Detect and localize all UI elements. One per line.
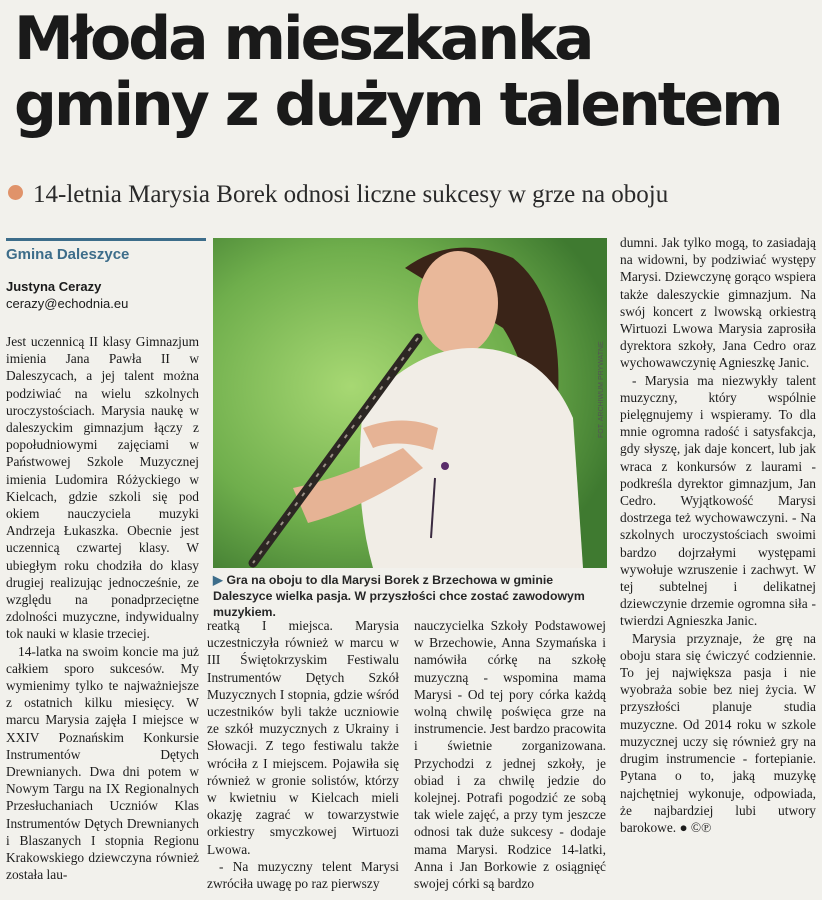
article-column-3 [414,617,606,892]
bullet-dot-icon [8,185,23,200]
caption-text: Gra na oboju to dla Marysi Borek z Brzechowa w gminie Daleszyce wielka pasja. W przyszłości chce zostać zawodowym muzykiem. [213,573,585,619]
paragraph: - Marysia ma niezwykły talent muzyczny, który wspólnie pielęgnujemy i wspieramy. To dla mnie ogromna radość i satysfakcja, gdy słyszę, jak daje koncert, lub jak wraca z konkursów z laurami - podkreśla dyrektor gimnazjum, Jan Cedro. Wyjątkowość Marysi dostrzega też wychowawczyni. - Na szkolnych uroczystościach swoimi bardzo dojrzałymi występami wywołuje wzruszenie i zachwyt. W tej subtelnej i delikatnej dziewczynie drzemie ogromna siła - twierdzi Agnieszka Janic. [620,372,816,629]
article-column-4 [620,234,816,836]
article-photo [213,238,607,568]
author-email: cerazy@echodnia.eu [6,296,129,311]
caption-triangle-icon: ▶ [213,573,223,587]
paragraph: Jest uczennicą II klasy Gimnazjum imienia Jana Pawła II w Daleszycach, a jej talent można podziwiać na wielu szkolnych uroczystościach. Marysia naukę w daleszyckim gimnazjum łączy z popołudniowymi zajęciami w Państwowej Szkole Muzycznej imienia Ludomira Różyckiego w Kielcach, gdzie szkoli się pod okiem nauczyciela muzyki Andrzeja Łukaszka. Obecnie jest uczennicą czwartej klasy. W ubiegłym roku chodziła do klasy drugiej realizując jednocześnie, ze względu na ponadprzeciętne zdolności muzyczne, indywidualny tok nauki w klasie trzeciej. [6,334,199,642]
deck [8,180,818,210]
photo-credit: FOT. ARCHIWUM PRYWATNE [598,341,605,438]
paragraph: dumni. Jak tylko mogą, to zasiadają na widowni, by podziwiać występy Marysi. Dziewczynę gorąco wspiera także daleszyckie gimnazjum. Na swój koncert z lwowską orkiestrą Wirtuozi Lwowa Marysia zaprosiła dyrektora szkoły, Jana Cedro oraz wychowawczynię Agnieszkę Janic. [620,235,816,371]
paragraph: - Na muzyczny telent Marysi zwróciła uwagę po raz pierwszy [207,858,399,892]
author-name: Justyna Cerazy [6,279,102,294]
article-column-2 [207,617,399,892]
photo-caption [213,572,609,620]
headline-line-1: Młoda mieszkanka [14,4,592,74]
paragraph: Marysia przyznaje, że grę na oboju stara się ćwiczyć codziennie. To jej największa pasja i nie wyobraża sobie bez niej życia. W przyszłości planuje studia muzyczne. Od 2014 roku w szkole muzycznej uczy się również gry na drugim instrumencie - fortepianie. Pytana o to, jaką muzykę najchętniej wykonuje, odpowiada, że najbardziej lubi utwory barokowe. ● ©℗ [620,630,816,835]
headline [14,6,814,138]
paragraph: nauczycielka Szkoły Podstawowej w Brzechowie, Anna Szymańska i namówiła córkę na szkołę muzyczną - wspomina mama Marysi - Od tej pory córka każdą wolną chwilę poświęca grze na instrumencie. Jest bardzo pracowita i świetnie zorganizowana. Przychodzi z jednej szkoły, je obiad i za chwilę jedzie do kolejnej. Potrafi pogodzić ze sobą tak wiele zajęć, a przy tym jeszcze odnosi tak duże sukcesy - dodaje mama Marysi. Rodzice 14-latki, Anna i Jan Borkowie z osiągnięć swojej córki są bardzo [414,618,606,892]
deck-text: 14-letnia Marysia Borek odnosi liczne sukcesy w grze na oboju [33,181,669,208]
oboe-player-illustration [213,238,607,568]
paragraph: 14-latka na swoim koncie ma już całkiem sporo sukcesów. My wymienimy tylko te najważniejsze z ostatnich kilku miesięcy. W marcu Marysia zajęła I miejsce w XXIV Poznańskim Konkursie Instrumentów Dętych Drewnianych. Dwa dni potem w Nowym Targu na IX Regionalnych Przesłuchaniach Uczniów Klas Instrumentów Dętych Drewnianych i Blaszanych I stopnia Regionu Krakowskiego dziewczyna również została lau- [6,643,199,883]
paragraph: reatką I miejsca. Marysia uczestniczyła również w marcu w III Świętokrzyskim Festiwalu Instrumentów Dętych Szkół Muzycznych I stopnia, gdzie wśród uczestników byli także uczniowie ze szkół muzycznych z Ukrainy i Słowacji. Z tego festiwalu także wróciła z I miejscem. Pojawiła się również w gronie solistów, którzy w kwietniu w Kielcach mieli okazję zagrać w towarzystwie orkiestry smyczkowej Wirtuozi Lwowa. [207,618,399,857]
headline-line-2: gminy z dużym talentem [14,70,781,140]
section-kicker: Gmina Daleszyce [6,238,206,263]
byline [6,278,206,312]
article-column-1 [6,333,199,884]
